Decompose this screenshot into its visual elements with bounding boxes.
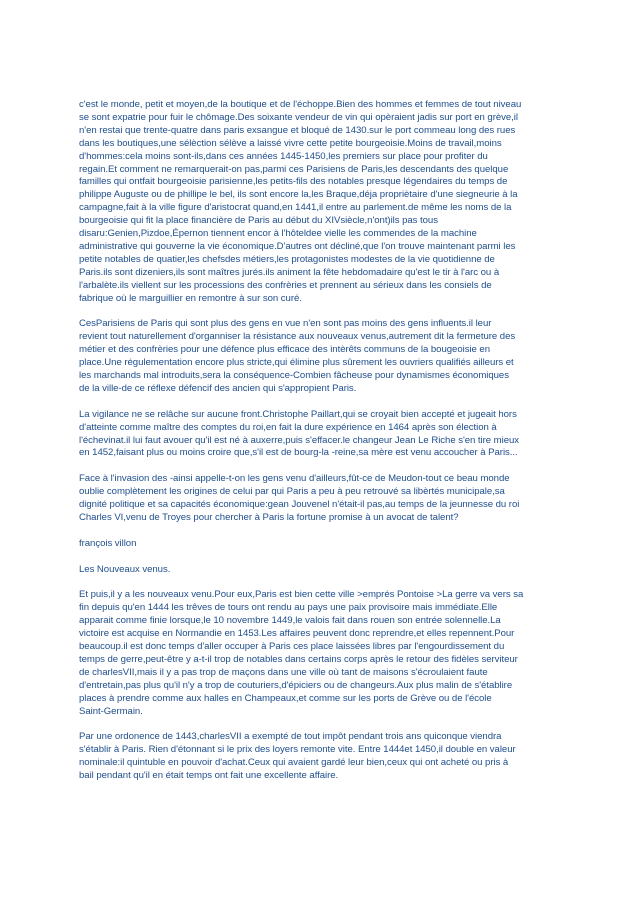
section-title: Les Nouveaux venus. [79, 563, 171, 575]
paragraph-invasion: Face à l'invasion des -ainsi appelle-t-on les gens venu d'ailleurs,fût-ce de Meudon-tout ce beau monde oublie complètement les origines de celui par qui Paris a peu à peu retrouvé sa libèrtés municipale,sa dignité politique et sa capacités économique:gean Jouvenel n'était-il pas,au temps de la jeunnesse du roi Charles VI,venu de Troyes pour chercher à Paris la fortune promise à un avocat de talent? [79, 473, 520, 523]
document-page [79, 99, 565, 796]
author-name: françois villon [79, 537, 137, 549]
paragraph-vigilance: La vigilance ne se relâche sur aucune front.Christophe Paillart,qui se croyait bien accepté et jugeait hors d'atteinte comme maître des comptes du roi,en fait la dure expérience en 1464 après son élection à l'échevinat.il lui faut avouer qu'il est né à auxerre,puis s'effacer.le changeur Jean Le Riche s'en tire mieux en 1452,faisant plus ou moins croire que,s'il est de bourg-la -reine,sa mère est venu accoucher à Paris... [79, 408, 520, 459]
paragraph-bourgeoisie: c'est le monde, petit et moyen,de la boutique et de l'échoppe.Bien des hommes et femmes de tout niveau se sont expatrie pour fuir le chômage.Des soixante vendeur de vin qui opèraient jadis sur port en grève,il n'en restai que trente-quatre dans paris exsangue et bloqué de 1430.sur le port commeau long des rues dans les boutiques,une sélèction sélève a laissé vivre cette petite bourgeoisie.Moins de travail,moins d'hommes:cela moins sont-ils,dans ces années 1445-1450,les premiers sur place pour profiter du regain.Et comment ne remarquerait-on pas,parmi ces Parisiens de Paris,les descendants des quelque familles qui ontfait bourgeoisie parisienne,les petits-fils des notables presque légendaires du temps de philippe Auguste ou de phillipe le bel, ils sont encore la,les Braque,déja propriètaire d'une siegneurie à la campagne,fait à la ville figure d'aristocrat quand,en 1441,il entre au parlement.de même les noms de la bourgeoisie qui fit la place financière de Paris au début du XIVsiècle,n'ont)ils pas tous disaru:Genien,Pizdoe,Épernon tiennent encor à l'hôteldee vielle les commendes de la machine administrative qui gouverne la vie économique.D'autres ont décliné,que l'on trouve maintenant parmi les petite notables de quatier,les chefsdes métiers,les protagonistes modestes de la vie quotidienne de Paris.ils sont dizeniers,ils sont maîtres jurés.ils animent la fête hebdomadaire qu'est le tir à l'arc ou à l'arbalète.ils viellent sur les processions des confrèries et prennent au sérieux dans les consiels de fabrique où le marguillier en remontre à sur son curé. [79, 99, 522, 304]
paragraph-ordonnance: Par une ordonence de 1443,charlesVII a exempté de tout impôt pendant trois ans quiconque viendra s'établir à Paris. Rien d'étonnant si le prix des loyers remonte vite. Entre 1444et 1450,il double en valeur nominale:il quintuble en pouvoir d'achat.Ceux qui avaient gardé leur bien,ceux qui ont acheté ou pris à bail pendant qu'il en était temps ont fait une excellente affaire. [79, 731, 516, 782]
paragraph-parisiens-de-paris: CesParisiens de Paris qui sont plus des gens en vue n'en sont pas moins des gens influents.il leur revient tout naturellement d'organniser la résistance aux nouveaux venus,autrement dit la fermeture des métier et des confrèries pour une défence plus efficace des intèrêts communs de la bougeoisie en place.Une régulementation encore plus stricte,qui élimine plus sûrement les ouvriers qualifiés ailleurs et les marchands mal introduits,sera la conséquence-Combien fâcheuse pour dynamismes économiques de la ville-de ce réflexe défencif des ancien qui s'appropient Paris. [79, 318, 516, 394]
paragraph-nouveaux-venus: Et puis,il y a les nouveaux venu.Pour eux,Paris est bien cette ville >emprés Pontoise >La gerre va vers sa fin depuis qu'en 1444 les trêves de tours ont rendu au pays une paix provisoire mais immédiate.Elle apparait comme finie lorsque,le 10 novembre 1449,le valois fait dans rouen son entrée solennelle.La victoire est acquise en Normandie en 1453.Les affaires peuvent donc reprendre,et elles repennent.Pour beaucoup.il est donc temps d'aller occuper à Paris ces place laissées libres par l'engourdissement du temps de gerre,peut-être y a-t-il trop de notables dans certains corps après le retour des fidèles serviteur de charlesVII,mais il y a pas trop de maçons dans une ville où tant de maisons s'écroulaient faute d'entretain,pas plus qu'il n'y a trop de couturiers,d'épiciers ou de changeurs.Aux plus malin de s'établire places à prendre comme aux halles en Champeaux,et comme sur les ports de Grève ou de l'école Saint-Germain. [79, 589, 524, 717]
